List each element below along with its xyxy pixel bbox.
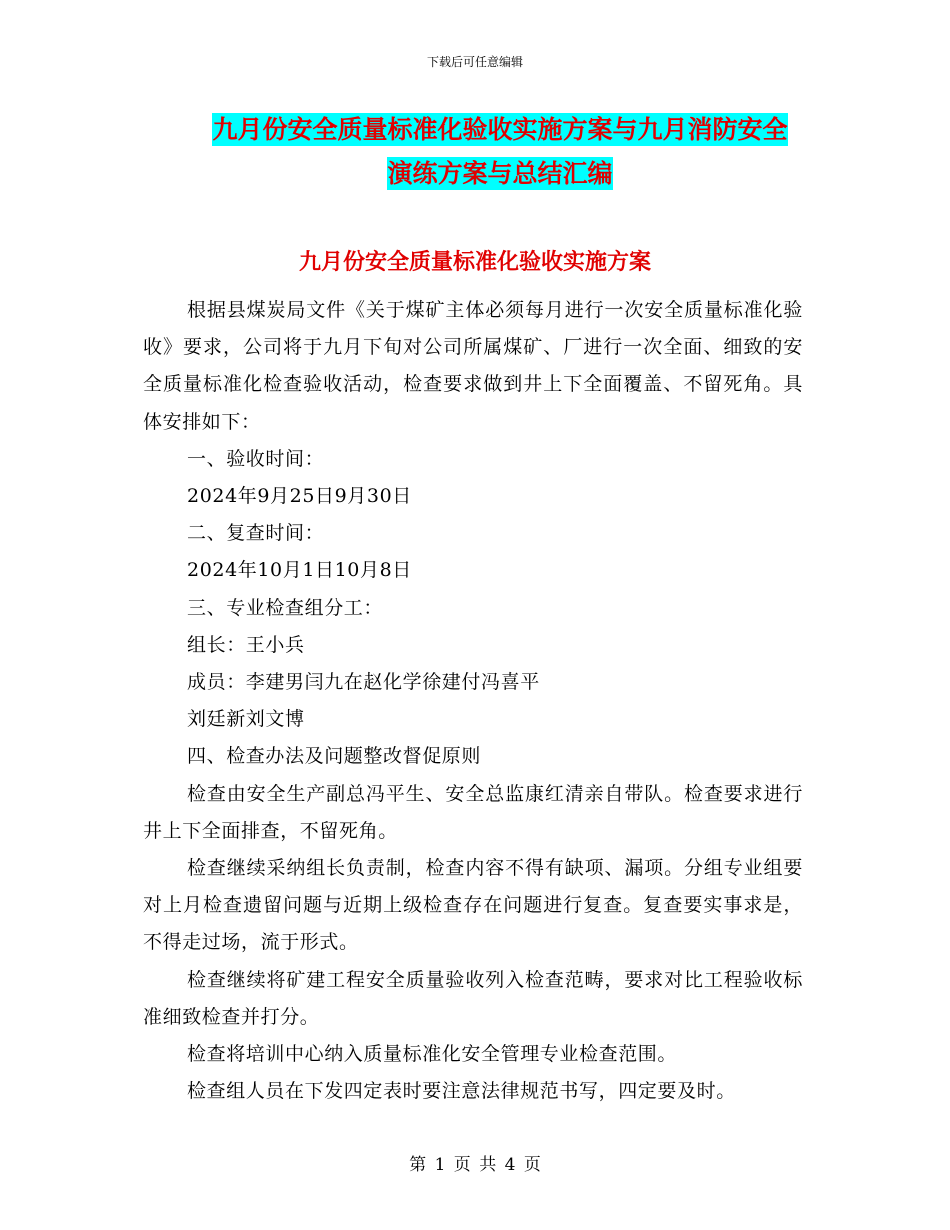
paragraph: 检查组人员在下发四定表时要注意法律规范书写，四定要及时。 (187, 1080, 736, 1103)
paragraph: 二、复查时间： (187, 522, 325, 545)
paragraph: 2024年9月25日9月30日 (187, 485, 412, 508)
paragraph: 一、验收时间： (187, 447, 325, 470)
paragraph: 2024年10月1日10月8日 (187, 559, 412, 582)
paragraph: 成员：李建男闫九在赵化学徐建付冯喜平 (187, 671, 540, 694)
page-header-note: 下载后可任意编辑 (426, 55, 523, 69)
document-body (143, 292, 803, 1110)
document-title-line-2: 演练方案与总结汇编 (387, 159, 613, 188)
paragraph: 刘廷新刘文博 (187, 708, 305, 731)
paragraph: 检查继续将矿建工程安全质量验收列入检查范畴，要求对比工程验收标准细致检查并打分。 (143, 968, 803, 1028)
section-title: 九月份安全质量标准化验收实施方案 (298, 250, 651, 275)
paragraph: 组长：王小兵 (187, 633, 305, 656)
paragraph: 根据县煤炭局文件《关于煤矿主体必须每月进行一次安全质量标准化验收》要求，公司将于九月下旬对公司所属煤矿、厂进行一次全面、细致的安全质量标准化检查验收活动，检查要求做到井上下全面覆盖、不留死角。具体安排如下： (143, 299, 803, 433)
paragraph: 检查将培训中心纳入质量标准化安全管理专业检查范围。 (187, 1043, 678, 1066)
paragraph: 检查继续采纳组长负责制，检查内容不得有缺项、漏项。分组专业组要对上月检查遗留问题与近期上级检查存在问题进行复查。复查要实事求是，不得走过场，流于形式。 (143, 857, 803, 954)
document-title (140, 108, 860, 196)
document-title-line-1: 九月份安全质量标准化验收实施方案与九月消防安全 (212, 115, 788, 144)
paragraph: 四、检查办法及问题整改督促原则 (187, 745, 482, 768)
page-number: 第 1 页 共 4 页 (409, 1155, 541, 1175)
paragraph: 三、专业检查组分工： (187, 596, 384, 619)
paragraph: 检查由安全生产副总冯平生、安全总监康红清亲自带队。检查要求进行井上下全面排查，不留死角。 (143, 782, 803, 842)
